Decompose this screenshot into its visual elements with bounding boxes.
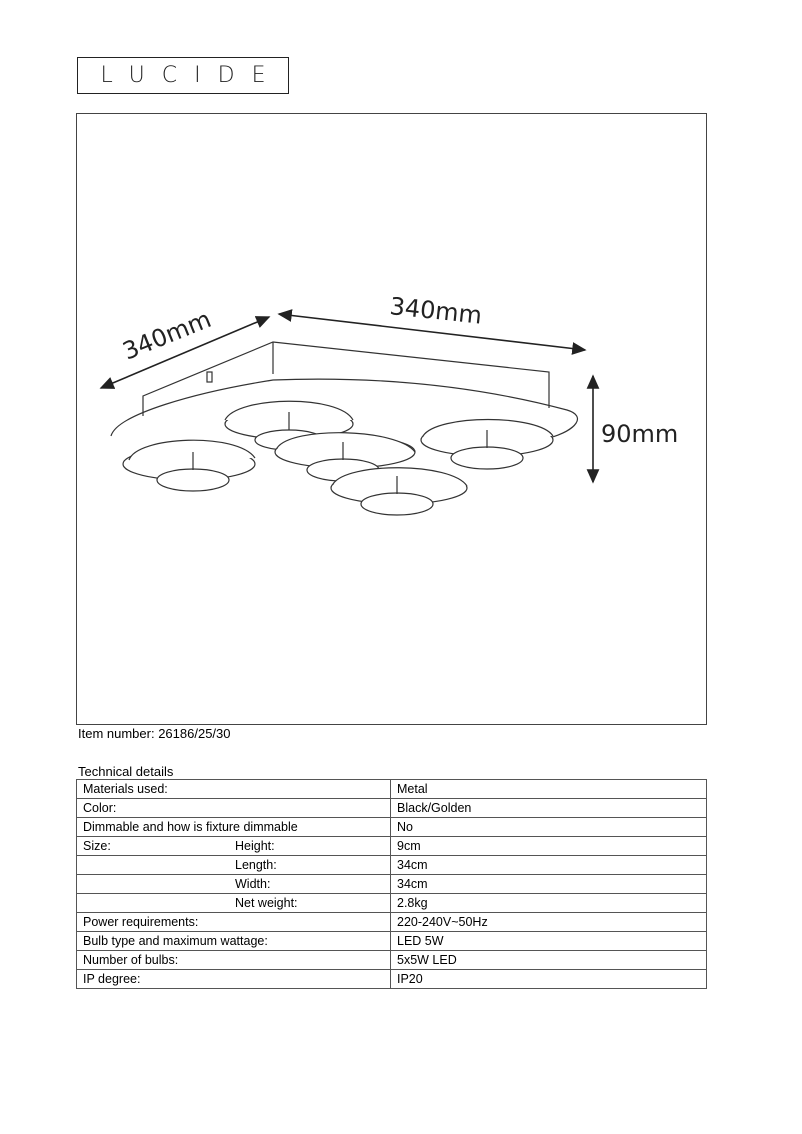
lamp-heads [123, 401, 553, 515]
item-number: Item number: 26186/25/30 [78, 726, 231, 741]
table-row [77, 818, 707, 837]
table-row [77, 894, 707, 913]
spec-value: IP20 [391, 970, 707, 989]
spec-label [77, 894, 391, 913]
spec-label: IP degree: [77, 970, 391, 989]
table-row [77, 837, 707, 856]
spec-group-label: Size: [83, 838, 111, 853]
table-row [77, 799, 707, 818]
technical-details-title: Technical details [78, 764, 174, 779]
brand-logo-text: LUCIDE [100, 63, 283, 88]
spec-value: 34cm [391, 875, 707, 894]
spec-sublabel: Height: [235, 838, 275, 853]
table-row [77, 932, 707, 951]
spec-label: Bulb type and maximum wattage: [77, 932, 391, 951]
spec-value: 220-240V~50Hz [391, 913, 707, 932]
product-drawing-frame [76, 113, 707, 725]
spec-label: Color: [77, 799, 391, 818]
spec-value: No [391, 818, 707, 837]
spec-label: Number of bulbs: [77, 951, 391, 970]
table-row [77, 856, 707, 875]
table-row [77, 970, 707, 989]
spec-label [77, 856, 391, 875]
height-dimension-label: 90mm [601, 420, 679, 448]
product-line-drawing [77, 114, 708, 726]
spec-value: Metal [391, 780, 707, 799]
technical-details-table [76, 779, 707, 989]
spec-value: 9cm [391, 837, 707, 856]
spec-label: Materials used: [77, 780, 391, 799]
spec-sublabel: Net weight: [235, 895, 298, 910]
table-row [77, 951, 707, 970]
spec-value: 2.8kg [391, 894, 707, 913]
spec-label [77, 837, 391, 856]
spec-sublabel: Length: [235, 857, 277, 872]
table-row [77, 780, 707, 799]
table-row [77, 913, 707, 932]
brand-logo [77, 57, 289, 94]
length-dimension-label: 340mm [388, 292, 484, 330]
spec-label [77, 875, 391, 894]
spec-value: LED 5W [391, 932, 707, 951]
spec-value: 34cm [391, 856, 707, 875]
table-row [77, 875, 707, 894]
spec-label: Dimmable and how is fixture dimmable [77, 818, 391, 837]
spec-value: Black/Golden [391, 799, 707, 818]
width-dimension-label: 340mm [118, 304, 216, 366]
spec-sublabel: Width: [235, 876, 271, 891]
spec-value: 5x5W LED [391, 951, 707, 970]
spec-label: Power requirements: [77, 913, 391, 932]
